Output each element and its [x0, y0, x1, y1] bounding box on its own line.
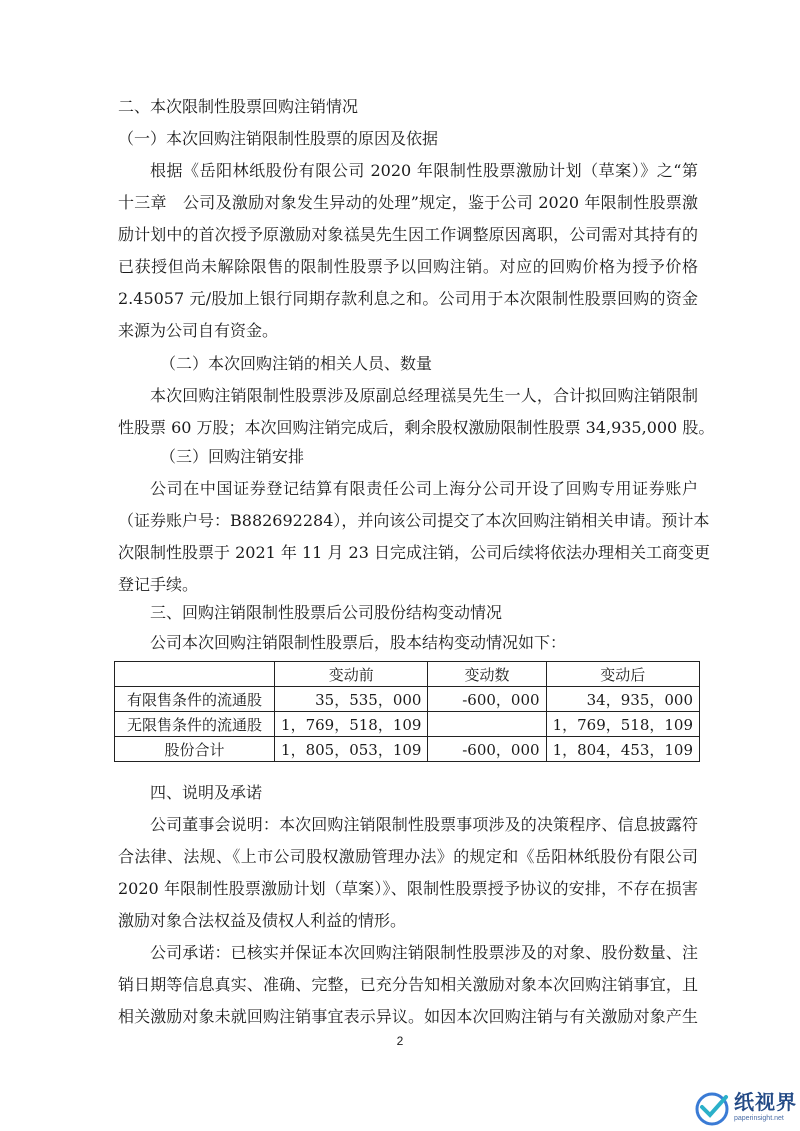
table-cell: 无限售条件的流通股 [115, 712, 275, 737]
paragraph-line: 公司在中国证券登记结算有限责任公司上海分公司开设了回购专用证券账户 [150, 479, 698, 498]
subsection-2-heading: （二）本次回购注销的相关人员、数量 [160, 354, 433, 373]
subsection-3-heading: （三）回购注销安排 [160, 447, 305, 466]
table-row [115, 712, 700, 737]
table-cell: 1，805，053，109 [275, 737, 428, 762]
table-cell: 有限售条件的流通股 [115, 687, 275, 712]
paragraph-line: 合法律、法规、《上市公司股权激励管理办法》的规定和《岳阳林纸股份有限公司 [118, 847, 698, 866]
paragraph-line: （证券账户号：B882692284），并向该公司提交了本次回购注销相关申请。预计本 [118, 511, 710, 530]
paragraph-line: 来源为公司自有资金。 [118, 321, 279, 340]
section-3-heading: 三、回购注销限制性股票后公司股份结构变动情况 [150, 603, 503, 622]
paragraph-line: 相关激励对象未就回购注销事宜表示异议。如因本次回购注销与有关激励对象产生 [118, 1007, 698, 1026]
table-header-cell: 变动前 [275, 662, 428, 687]
table-cell: -600，000 [428, 737, 546, 762]
paragraph-line: 2.45057 元/股加上银行同期存款利息之和。公司用于本次限制性股票回购的资金 [118, 289, 698, 308]
table-header-cell: 变动数 [428, 662, 546, 687]
table-cell: -600，000 [428, 687, 546, 712]
table-cell: 1，804，453，109 [546, 737, 699, 762]
watermark-logo [690, 1085, 800, 1131]
table-row [115, 687, 700, 712]
watermark-emblem-icon [692, 1085, 736, 1129]
paragraph-line: 激励对象合法权益及债权人利益的情形。 [118, 911, 407, 930]
table-cell: 1，769，518，109 [546, 712, 699, 737]
paragraph-line: 登记手续。 [118, 575, 199, 594]
paragraph-line: 根据《岳阳林纸股份有限公司 2020 年限制性股票激励计划（草案）》之“第 [150, 161, 698, 180]
paragraph-line: 励计划中的首次授予原激励对象禚昊先生因工作调整原因离职，公司需对其持有的 [118, 225, 698, 244]
section-4-heading: 四、说明及承诺 [150, 783, 263, 802]
paragraph-line: 性股票 60 万股；本次回购注销完成后，剩余股权激励限制性股票 34,935,000 股。 [118, 418, 715, 437]
paragraph-line: 本次回购注销限制性股票涉及原副总经理禚昊先生一人，合计拟回购注销限制 [150, 386, 698, 405]
paragraph-line: 次限制性股票于 2021 年 11 月 23 日完成注销，公司后续将依法办理相关工商变更 [118, 543, 710, 562]
table-cell: 34，935，000 [546, 687, 699, 712]
table-intro: 公司本次回购注销限制性股票后，股本结构变动情况如下： [150, 633, 567, 652]
table-cell: 股份合计 [115, 737, 275, 762]
table-header-cell: 变动后 [546, 662, 699, 687]
paragraph-line: 公司承诺：已核实并保证本次回购注销限制性股票涉及的对象、股份数量、注 [150, 943, 698, 962]
table-cell: 35，535，000 [275, 687, 428, 712]
page-number: 2 [396, 1034, 404, 1048]
table-cell [428, 712, 546, 737]
paragraph-line: 销日期等信息真实、准确、完整，已充分告知相关激励对象本次回购注销事宜，且 [118, 975, 698, 994]
table-cell: 1，769，518，109 [275, 712, 428, 737]
paragraph-line: 公司董事会说明：本次回购注销限制性股票事项涉及的决策程序、信息披露符 [150, 815, 698, 834]
section-2-heading: 二、本次限制性股票回购注销情况 [118, 97, 359, 116]
paragraph-line: 2020 年限制性股票激励计划（草案）》、限制性股票授予协议的安排，不存在损害 [118, 879, 698, 898]
paragraph-line: 十三章 公司及激励对象发生异动的处理”规定，鉴于公司 2020 年限制性股票激 [118, 193, 698, 212]
paragraph-line: 已获授但尚未解除限售的限制性股票予以回购注销。对应的回购价格为授予价格 [118, 257, 698, 276]
watermark-text: 纸视界 [734, 1090, 797, 1114]
watermark-url: paperinsight.net [734, 1115, 784, 1122]
table-header-cell [115, 662, 275, 687]
table-row [115, 737, 700, 762]
table-header-row [115, 662, 700, 687]
subsection-1-heading: （一）本次回购注销限制性股票的原因及依据 [118, 129, 439, 148]
share-structure-table [114, 661, 700, 762]
